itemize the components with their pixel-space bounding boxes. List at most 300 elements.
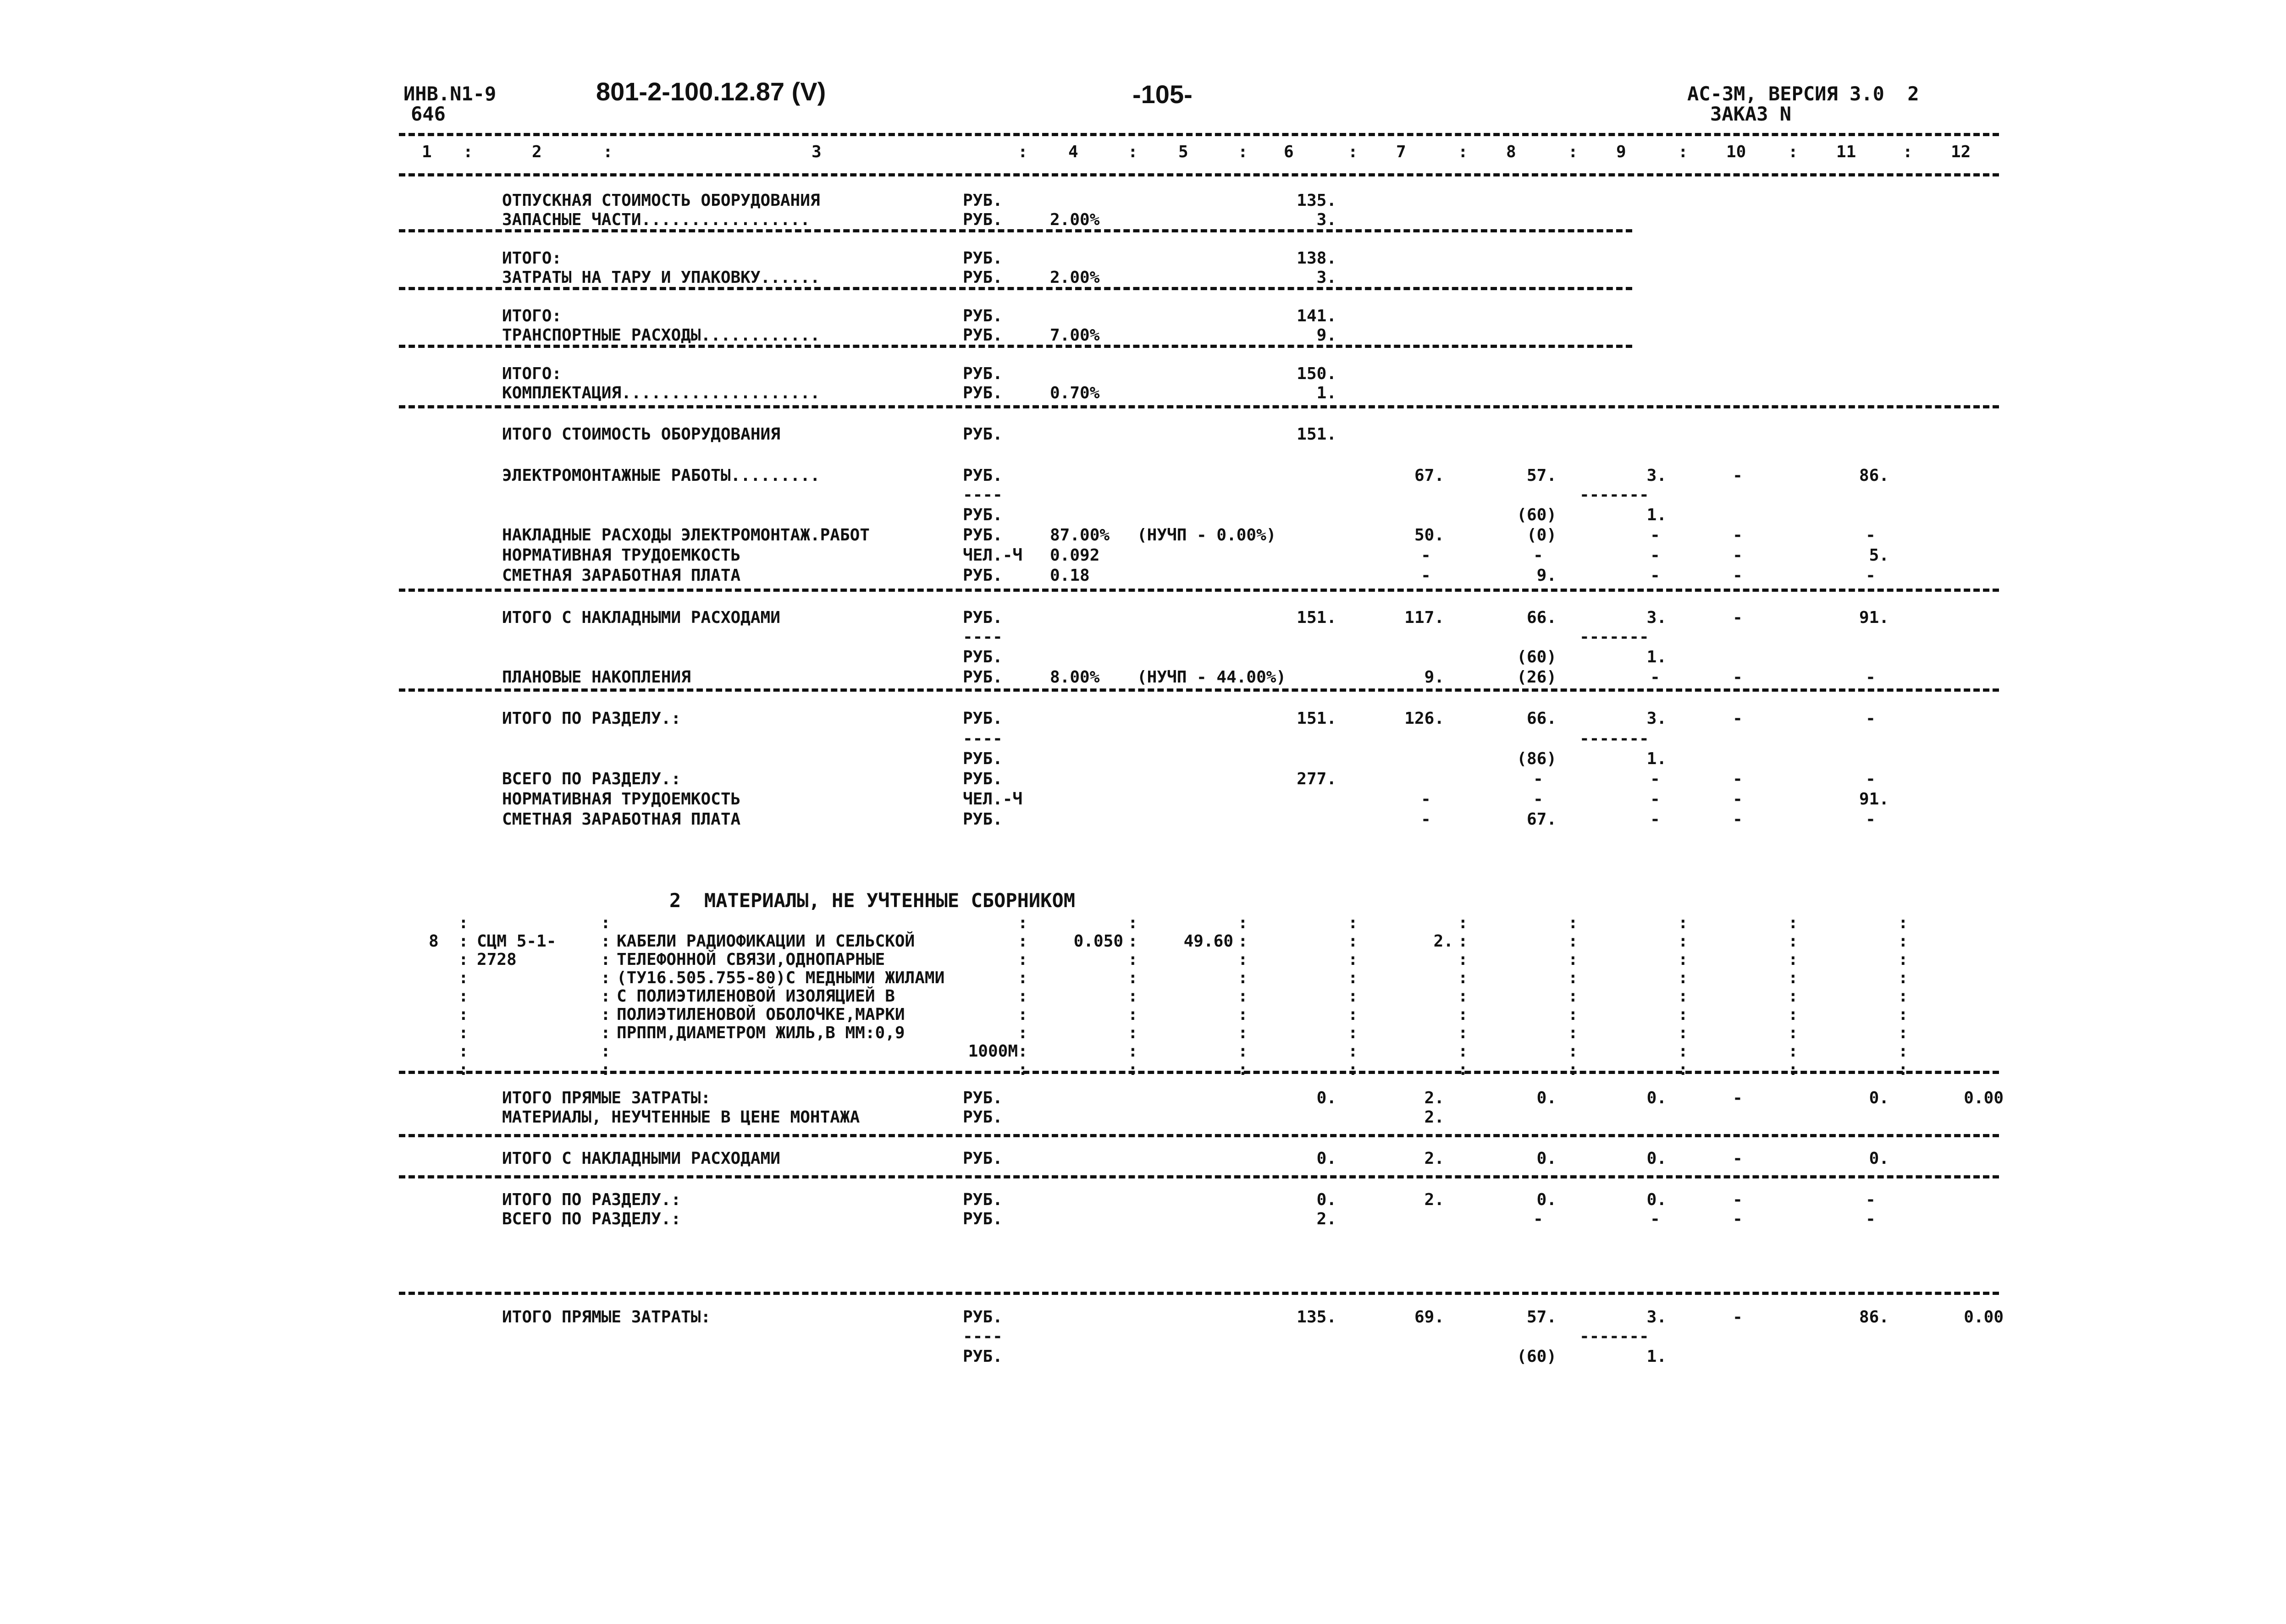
- grid-divider: :: [1568, 932, 1578, 951]
- cell-c11: -: [1866, 526, 1876, 545]
- grid-divider: :: [1458, 1005, 1468, 1024]
- grid-divider: :: [1898, 914, 1908, 932]
- grid-divider: :: [1348, 950, 1358, 969]
- cell-c8: -: [1533, 546, 1543, 565]
- row-unit: РУБ.: [963, 770, 1003, 788]
- row-note: (НУЧП - 0.00%): [1137, 526, 1276, 545]
- row-label: ВСЕГО ПО РАЗДЕЛУ.:: [502, 770, 681, 788]
- cell-c12: 0.00: [1964, 1308, 2004, 1327]
- row-rate: 0.092: [1050, 546, 1100, 565]
- grid-divider: :: [1788, 1060, 1798, 1079]
- grid-divider: :: [1128, 950, 1138, 969]
- grid-divider: :: [458, 914, 469, 932]
- row-label: ВСЕГО ПО РАЗДЕЛУ.:: [502, 1210, 681, 1228]
- grid-divider: :: [1568, 1042, 1578, 1061]
- cell-c9: 1.: [1646, 506, 1667, 524]
- grid-divider: :: [1348, 932, 1358, 951]
- cell-c11: -: [1866, 566, 1876, 585]
- grid-divider: :: [1898, 950, 1908, 969]
- column-number-6: 6: [1284, 143, 1294, 161]
- cell-c10: -: [1733, 1089, 1743, 1107]
- row-unit: ----: [963, 1327, 1003, 1346]
- cell-c6: 277.: [1297, 770, 1336, 788]
- cell-c10: -: [1733, 810, 1743, 829]
- cell-c6: 0.: [1316, 1149, 1336, 1168]
- column-divider: :: [463, 143, 473, 161]
- grid-divider: :: [1898, 932, 1908, 951]
- cell-c7: -: [1421, 546, 1431, 565]
- grid-divider: :: [458, 1024, 469, 1042]
- grid-divider: :: [1458, 950, 1468, 969]
- row-label: СМЕТНАЯ ЗАРАБОТНАЯ ПЛАТА: [502, 810, 741, 829]
- cell-c11: 0.: [1869, 1089, 1889, 1107]
- item-total: 2.: [1433, 932, 1453, 951]
- grid-divider: :: [1018, 914, 1028, 932]
- grid-divider: :: [1238, 1024, 1248, 1042]
- cell-c8: 66.: [1526, 709, 1557, 728]
- row-label: ИТОГО:: [502, 307, 562, 325]
- cell-c8: 57.: [1526, 466, 1557, 485]
- grid-divider: :: [1678, 932, 1688, 951]
- column-number-7: 7: [1396, 143, 1406, 161]
- cell-c7: 2.: [1424, 1108, 1444, 1127]
- cell-c6: 151.: [1297, 608, 1336, 627]
- cell-c8: (26): [1517, 668, 1557, 687]
- cell-c9: 0.: [1646, 1149, 1667, 1168]
- item-code: 2728: [477, 950, 517, 969]
- cell-c7: 67.: [1414, 466, 1444, 485]
- row-unit: РУБ.: [963, 1108, 1003, 1127]
- cell-c10: -: [1733, 1210, 1743, 1228]
- row-label: ИТОГО ПРЯМЫЕ ЗАТРАТЫ:: [502, 1089, 711, 1107]
- cell-c11: -: [1866, 1190, 1876, 1209]
- grid-divider: :: [1788, 950, 1798, 969]
- row-unit: ЧЕЛ.-Ч: [963, 546, 1023, 565]
- grid-divider: :: [1458, 1042, 1468, 1061]
- grid-divider: :: [1238, 969, 1248, 987]
- cell-c9: -: [1650, 810, 1660, 829]
- row-label: КОМПЛЕКТАЦИЯ....................: [502, 384, 820, 402]
- grid-divider: :: [1348, 1024, 1358, 1042]
- cell-c8: -: [1533, 770, 1543, 788]
- cell-c6: 151.: [1297, 709, 1336, 728]
- row-label: ИТОГО:: [502, 249, 562, 268]
- grid-divider: :: [1458, 1024, 1468, 1042]
- cell-c9: -: [1650, 1210, 1660, 1228]
- cell-c9: 3.: [1646, 466, 1667, 485]
- row-unit: РУБ.: [963, 1190, 1003, 1209]
- grid-divider: :: [1568, 950, 1578, 969]
- row-unit: ЧЕЛ.-Ч: [963, 790, 1023, 809]
- cell-c9: -: [1650, 546, 1660, 565]
- cell-c11: 86.: [1859, 1308, 1889, 1327]
- cell-c7: -: [1421, 810, 1431, 829]
- item-price: 49.60: [1183, 932, 1233, 951]
- row-unit: РУБ.: [963, 384, 1003, 402]
- cell-c9: 1.: [1646, 1347, 1667, 1366]
- grid-divider: :: [1348, 987, 1358, 1006]
- row-label: ЗАТРАТЫ НА ТАРУ И УПАКОВКУ......: [502, 268, 820, 287]
- cell-c9: -------: [1579, 628, 1649, 646]
- column-divider: :: [1348, 143, 1358, 161]
- row-label: ИТОГО С НАКЛАДНЫМИ РАСХОДАМИ: [502, 1149, 780, 1168]
- grid-divider: :: [1348, 1042, 1358, 1061]
- column-divider: :: [1238, 143, 1248, 161]
- cell-c7: 2.: [1424, 1089, 1444, 1107]
- row-label: ИТОГО ПО РАЗДЕЛУ.:: [502, 1190, 681, 1209]
- column-number-11: 11: [1836, 143, 1856, 161]
- row-unit: РУБ.: [963, 268, 1003, 287]
- cell-c9: 3.: [1646, 709, 1667, 728]
- item-description-line: ПОЛИЭТИЛЕНОВОЙ ОБОЛОЧКЕ,МАРКИ: [617, 1005, 905, 1024]
- grid-divider: :: [1348, 969, 1358, 987]
- dashed-separator: [399, 589, 1999, 592]
- grid-divider: :: [458, 1005, 469, 1024]
- grid-divider: :: [1568, 987, 1578, 1006]
- grid-divider: :: [1348, 914, 1358, 932]
- grid-divider: :: [1018, 932, 1028, 951]
- cell-c8: 57.: [1526, 1308, 1557, 1327]
- dashed-separator: [399, 405, 1999, 408]
- grid-divider: :: [1018, 1042, 1028, 1061]
- cell-c11: 91.: [1859, 608, 1889, 627]
- cell-c9: 0.: [1646, 1190, 1667, 1209]
- cell-c6: 150.: [1297, 364, 1336, 383]
- cell-c8: 67.: [1526, 810, 1557, 829]
- column-divider: :: [1018, 143, 1028, 161]
- row-unit: ----: [963, 485, 1003, 504]
- grid-divider: :: [601, 1005, 611, 1024]
- grid-divider: :: [458, 932, 469, 951]
- row-unit: РУБ.: [963, 326, 1003, 345]
- grid-divider: :: [1128, 1042, 1138, 1061]
- grid-divider: :: [458, 950, 469, 969]
- grid-divider: :: [1458, 969, 1468, 987]
- cell-c10: -: [1733, 1308, 1743, 1327]
- grid-divider: :: [1018, 950, 1028, 969]
- cell-c6: 3.: [1316, 210, 1336, 229]
- item-description-line: (ТУ16.505.755-80)С МЕДНЫМИ ЖИЛАМИ: [617, 969, 945, 987]
- cell-c6: 138.: [1297, 249, 1336, 268]
- grid-divider: :: [1788, 987, 1798, 1006]
- row-label: СМЕТНАЯ ЗАРАБОТНАЯ ПЛАТА: [502, 566, 741, 585]
- row-label: ОТПУСКНАЯ СТОИМОСТЬ ОБОРУДОВАНИЯ: [502, 191, 820, 210]
- grid-divider: :: [1018, 987, 1028, 1006]
- cell-c6: 151.: [1297, 425, 1336, 444]
- grid-divider: :: [1238, 950, 1248, 969]
- item-description-line: ТЕЛЕФОННОЙ СВЯЗИ,ОДНОПАРНЫЕ: [617, 950, 885, 969]
- row-label: ЭЛЕКТРОМОНТАЖНЫЕ РАБОТЫ.........: [502, 466, 820, 485]
- row-unit: РУБ.: [963, 1308, 1003, 1327]
- cell-c9: -: [1650, 790, 1660, 809]
- cell-c7: 69.: [1414, 1308, 1444, 1327]
- grid-divider: :: [1238, 1005, 1248, 1024]
- grid-divider: :: [601, 1042, 611, 1061]
- cell-c8: -: [1533, 790, 1543, 809]
- cell-c10: -: [1733, 709, 1743, 728]
- grid-divider: :: [1788, 914, 1798, 932]
- cell-c8: 0.: [1536, 1190, 1557, 1209]
- dashed-separator: [399, 229, 1632, 232]
- row-rate: 7.00%: [1050, 326, 1100, 345]
- grid-divider: :: [1458, 1060, 1468, 1079]
- row-label: ИТОГО:: [502, 364, 562, 383]
- row-unit: РУБ.: [963, 566, 1003, 585]
- grid-divider: :: [1678, 1024, 1688, 1042]
- row-unit: РУБ.: [963, 709, 1003, 728]
- column-divider: :: [1458, 143, 1468, 161]
- grid-divider: :: [1128, 1005, 1138, 1024]
- cell-c7: 9.: [1424, 668, 1444, 687]
- cell-c8: (60): [1517, 506, 1557, 524]
- cell-c10: -: [1733, 668, 1743, 687]
- column-number-4: 4: [1068, 143, 1078, 161]
- cell-c10: -: [1733, 1190, 1743, 1209]
- program-version: АС-3М, ВЕРСИЯ 3.0 2: [1687, 83, 1919, 105]
- cell-c10: -: [1733, 790, 1743, 809]
- dashed-separator: [399, 1292, 1999, 1295]
- grid-divider: :: [458, 1060, 469, 1079]
- cell-c7: 117.: [1404, 608, 1444, 627]
- grid-divider: :: [1568, 969, 1578, 987]
- cell-c11: 5.: [1869, 546, 1889, 565]
- cell-c6: 0.: [1316, 1190, 1336, 1209]
- cell-c11: 91.: [1859, 790, 1889, 809]
- item-description-line: С ПОЛИЭТИЛЕНОВОЙ ИЗОЛЯЦИЕЙ В: [617, 987, 895, 1006]
- grid-divider: :: [601, 987, 611, 1006]
- row-label: ПЛАНОВЫЕ НАКОПЛЕНИЯ: [502, 668, 691, 687]
- row-note: (НУЧП - 44.00%): [1137, 668, 1287, 687]
- grid-divider: :: [1018, 969, 1028, 987]
- cell-c7: -: [1421, 790, 1431, 809]
- grid-divider: :: [1898, 1024, 1908, 1042]
- grid-divider: :: [1898, 1042, 1908, 1061]
- cell-c6: 3.: [1316, 268, 1336, 287]
- cell-c6: 0.: [1316, 1089, 1336, 1107]
- item-quantity: 0.050: [1073, 932, 1123, 951]
- cell-c8: (60): [1517, 648, 1557, 666]
- row-unit: РУБ.: [963, 608, 1003, 627]
- document-code: 801-2-100.12.87 (V): [596, 77, 826, 106]
- item-code: СЦМ 5-1-: [477, 932, 557, 951]
- row-unit: РУБ.: [963, 1089, 1003, 1107]
- cell-c9: 3.: [1646, 608, 1667, 627]
- page-number: -105-: [1132, 80, 1193, 109]
- dashed-separator: [399, 1134, 1999, 1137]
- grid-divider: :: [1568, 914, 1578, 932]
- column-number-3: 3: [812, 143, 822, 161]
- cell-c9: -------: [1579, 485, 1649, 504]
- cell-c6: 1.: [1316, 384, 1336, 402]
- cell-c6: 135.: [1297, 191, 1336, 210]
- row-unit: РУБ.: [963, 810, 1003, 829]
- column-divider: :: [1128, 143, 1138, 161]
- row-unit: РУБ.: [963, 307, 1003, 325]
- row-label: ИТОГО С НАКЛАДНЫМИ РАСХОДАМИ: [502, 608, 780, 627]
- grid-divider: :: [1788, 1024, 1798, 1042]
- column-number-12: 12: [1951, 143, 1971, 161]
- grid-divider: :: [1898, 969, 1908, 987]
- grid-divider: :: [1568, 1060, 1578, 1079]
- dashed-separator: [399, 345, 1632, 348]
- column-number-10: 10: [1726, 143, 1746, 161]
- cell-c7: 50.: [1414, 526, 1444, 545]
- cell-c8: (86): [1517, 749, 1557, 768]
- cell-c10: -: [1733, 466, 1743, 485]
- cell-c8: 0.: [1536, 1089, 1557, 1107]
- grid-divider: :: [1348, 1060, 1358, 1079]
- grid-divider: :: [1128, 1024, 1138, 1042]
- grid-divider: :: [601, 914, 611, 932]
- row-unit: РУБ.: [963, 210, 1003, 229]
- row-unit: ----: [963, 729, 1003, 748]
- cell-c6: 135.: [1297, 1308, 1336, 1327]
- grid-divider: :: [1678, 1005, 1688, 1024]
- inventory-number: ИНВ.N1-9: [403, 83, 497, 105]
- cell-c9: -: [1650, 770, 1660, 788]
- row-label: МАТЕРИАЛЫ, НЕУЧТЕННЫЕ В ЦЕНЕ МОНТАЖА: [502, 1108, 860, 1127]
- cell-c8: (60): [1517, 1347, 1557, 1366]
- cell-c11: -: [1866, 770, 1876, 788]
- grid-divider: :: [1128, 932, 1138, 951]
- cell-c10: -: [1733, 770, 1743, 788]
- cell-c7: 2.: [1424, 1190, 1444, 1209]
- grid-divider: :: [1458, 932, 1468, 951]
- grid-divider: :: [1018, 1060, 1028, 1079]
- grid-divider: :: [601, 969, 611, 987]
- dashed-separator: [399, 1071, 1999, 1074]
- row-rate: 0.70%: [1050, 384, 1100, 402]
- row-unit: РУБ.: [963, 364, 1003, 383]
- cell-c9: -------: [1579, 729, 1649, 748]
- row-rate: 87.00%: [1050, 526, 1110, 545]
- row-unit: РУБ.: [963, 1347, 1003, 1366]
- column-divider: :: [603, 143, 613, 161]
- grid-divider: :: [1568, 1005, 1578, 1024]
- row-unit: РУБ.: [963, 466, 1003, 485]
- row-rate: 2.00%: [1050, 210, 1100, 229]
- grid-divider: :: [1568, 1024, 1578, 1042]
- grid-divider: :: [1678, 969, 1688, 987]
- grid-divider: :: [1238, 1042, 1248, 1061]
- row-label: НАКЛАДНЫЕ РАСХОДЫ ЭЛЕКТРОМОНТАЖ.РАБОТ: [502, 526, 870, 545]
- grid-divider: :: [1238, 914, 1248, 932]
- cell-c11: 86.: [1859, 466, 1889, 485]
- grid-divider: :: [1128, 914, 1138, 932]
- grid-divider: :: [601, 1024, 611, 1042]
- cell-c11: -: [1866, 1210, 1876, 1228]
- grid-divider: :: [601, 950, 611, 969]
- cell-c10: -: [1733, 1149, 1743, 1168]
- grid-divider: :: [1678, 987, 1688, 1006]
- grid-divider: :: [1018, 1005, 1028, 1024]
- dashed-separator: [399, 173, 1999, 176]
- grid-divider: :: [1788, 1042, 1798, 1061]
- column-divider: :: [1903, 143, 1913, 161]
- row-unit: РУБ.: [963, 506, 1003, 524]
- grid-divider: :: [601, 932, 611, 951]
- grid-divider: :: [1018, 1024, 1028, 1042]
- grid-divider: :: [1128, 969, 1138, 987]
- dashed-separator: [399, 287, 1632, 290]
- cell-c10: -: [1733, 526, 1743, 545]
- cell-c9: -------: [1579, 1327, 1649, 1346]
- column-divider: :: [1568, 143, 1578, 161]
- row-unit: РУБ.: [963, 1149, 1003, 1168]
- row-unit: РУБ.: [963, 1210, 1003, 1228]
- cell-c9: 0.: [1646, 1089, 1667, 1107]
- row-label: ИТОГО ПО РАЗДЕЛУ.:: [502, 709, 681, 728]
- row-label: ЗАПАСНЫЕ ЧАСТИ.................: [502, 210, 810, 229]
- cell-c6: 9.: [1316, 326, 1336, 345]
- cell-c6: 2.: [1316, 1210, 1336, 1228]
- grid-divider: :: [1788, 932, 1798, 951]
- cell-c9: 3.: [1646, 1308, 1667, 1327]
- cell-c7: -: [1421, 566, 1431, 585]
- grid-divider: :: [1678, 1060, 1688, 1079]
- row-unit: РУБ.: [963, 526, 1003, 545]
- materials-section-title: 2 МАТЕРИАЛЫ, НЕ УЧТЕННЫЕ СБОРНИКОМ: [669, 889, 1076, 912]
- grid-divider: :: [1128, 1060, 1138, 1079]
- item-number: 8: [429, 932, 439, 951]
- cell-c8: (0): [1526, 526, 1557, 545]
- grid-divider: :: [1238, 987, 1248, 1006]
- row-unit: РУБ.: [963, 668, 1003, 687]
- item-description-line: КАБЕЛИ РАДИОФИКАЦИИ И СЕЛЬСКОЙ: [617, 932, 915, 951]
- grid-divider: :: [1788, 969, 1798, 987]
- inventory-number-sub: 646: [411, 103, 446, 125]
- grid-divider: :: [1898, 1060, 1908, 1079]
- row-label: НОРМАТИВНАЯ ТРУДОЕМКОСТЬ: [502, 790, 741, 809]
- cell-c12: 0.00: [1964, 1089, 2004, 1107]
- column-number-2: 2: [532, 143, 542, 161]
- cell-c10: -: [1733, 546, 1743, 565]
- dashed-separator: [399, 688, 1999, 692]
- dashed-separator: [399, 133, 1999, 136]
- row-rate: 2.00%: [1050, 268, 1100, 287]
- cell-c9: -: [1650, 566, 1660, 585]
- row-label: ТРАНСПОРТНЫЕ РАСХОДЫ............: [502, 326, 820, 345]
- cell-c11: -: [1866, 668, 1876, 687]
- cell-c8: 0.: [1536, 1149, 1557, 1168]
- row-unit: РУБ.: [963, 749, 1003, 768]
- cell-c6: 141.: [1297, 307, 1336, 325]
- grid-divider: :: [1458, 914, 1468, 932]
- grid-divider: :: [1238, 1060, 1248, 1079]
- cell-c8: 66.: [1526, 608, 1557, 627]
- cell-c7: 2.: [1424, 1149, 1444, 1168]
- cell-c8: 9.: [1536, 566, 1557, 585]
- grid-divider: :: [1238, 932, 1248, 951]
- cell-c11: 0.: [1869, 1149, 1889, 1168]
- cell-c10: -: [1733, 566, 1743, 585]
- row-label: НОРМАТИВНАЯ ТРУДОЕМКОСТЬ: [502, 546, 741, 565]
- cell-c10: -: [1733, 608, 1743, 627]
- cell-c11: -: [1866, 810, 1876, 829]
- row-unit: РУБ.: [963, 191, 1003, 210]
- grid-divider: :: [1128, 987, 1138, 1006]
- grid-divider: :: [1678, 914, 1688, 932]
- grid-divider: :: [458, 1042, 469, 1061]
- grid-divider: :: [1678, 950, 1688, 969]
- item-unit: 1000М: [968, 1042, 1018, 1061]
- row-unit: РУБ.: [963, 425, 1003, 444]
- cell-c7: 126.: [1404, 709, 1444, 728]
- row-label: ИТОГО СТОИМОСТЬ ОБОРУДОВАНИЯ: [502, 425, 780, 444]
- item-description-line: ПРППМ,ДИАМЕТРОМ ЖИЛЬ,В ММ:0,9: [617, 1024, 905, 1042]
- grid-divider: :: [1788, 1005, 1798, 1024]
- dashed-separator: [399, 1175, 1999, 1178]
